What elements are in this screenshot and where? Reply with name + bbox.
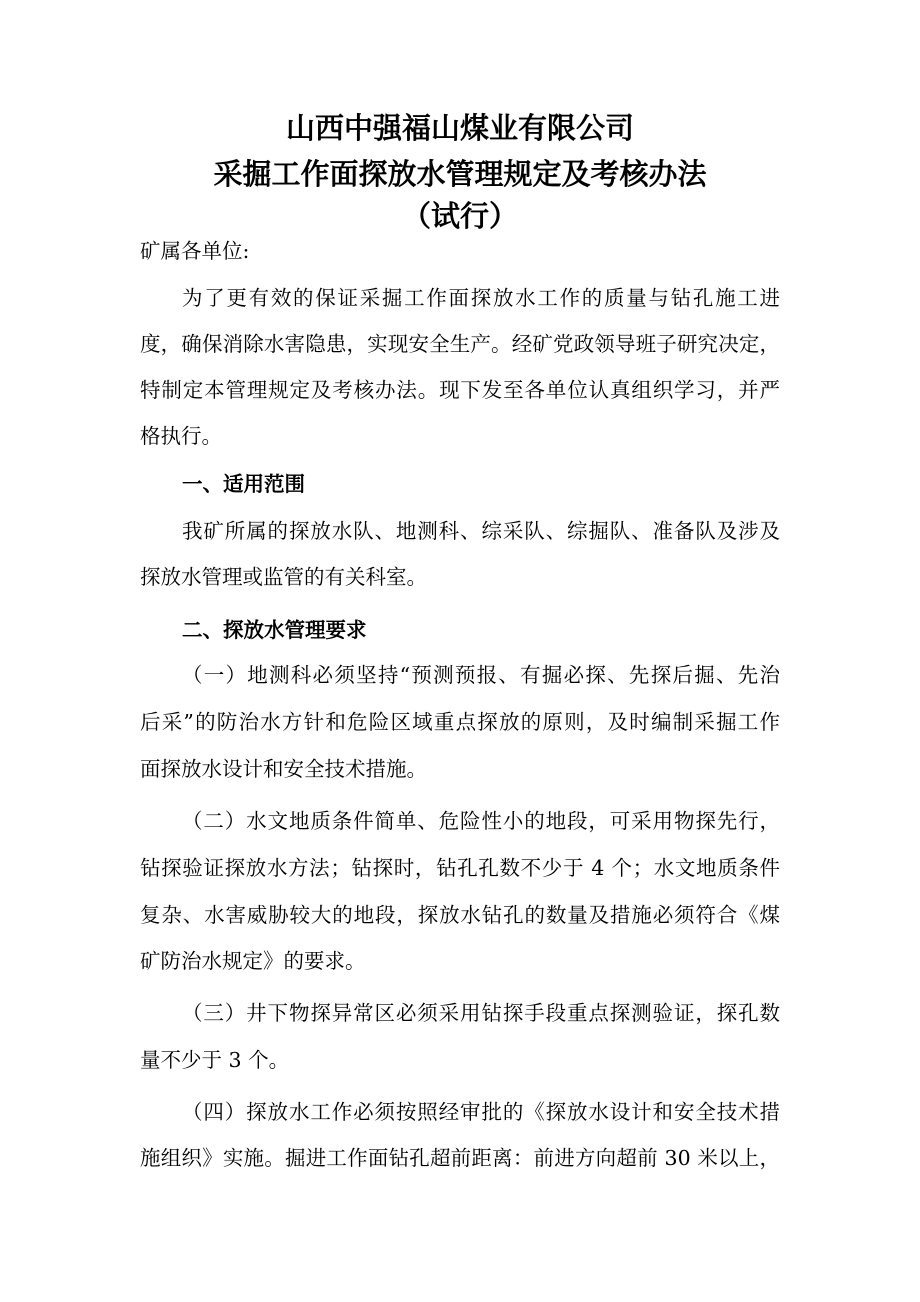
paragraph-line: 复杂、水害威胁较大的地段，探放水钻孔的数量及措施必须符合《煤	[140, 903, 780, 927]
trial-label: （试行）	[401, 199, 518, 233]
paragraph-line: （四）探放水工作必须按照经审批的《探放水设计和安全技术措	[182, 1100, 780, 1124]
company-name: 山西中强福山煤业有限公司	[285, 111, 634, 145]
intro-line: 格执行。	[140, 424, 222, 448]
document-title: 采掘工作面探放水管理规定及考核办法	[213, 157, 707, 191]
paragraph-line: （三）井下物探异常区必须采用钻探手段重点探测验证，探孔数	[182, 1001, 780, 1025]
paragraph-line: （一）地测科必须坚持“预测预报、有掘必探、先探后掘、先治	[182, 663, 780, 687]
paragraph-line: 量不少于 3 个。	[140, 1048, 290, 1072]
paragraph-line: 探放水管理或监管的有关科室。	[140, 565, 427, 589]
section-heading-requirements: 二、探放水管理要求	[182, 618, 367, 642]
paragraph-line: 矿防治水规定》的要求。	[140, 949, 366, 973]
paragraph-line: 施组织》实施。掘进工作面钻孔超前距离：前进方向超前 30 米以上，	[140, 1146, 780, 1170]
paragraph-line: 我矿所属的探放水队、地测科、综采队、综掘队、准备队及涉及	[182, 519, 780, 543]
paragraph-line: 钻探验证探放水方法；钻探时，钻孔孔数不少于 4 个；水文地质条件	[140, 856, 780, 880]
intro-line: 特制定本管理规定及考核办法。现下发至各单位认真组织学习，并严	[140, 378, 780, 402]
intro-line: 为了更有效的保证采掘工作面探放水工作的质量与钻孔施工进	[182, 286, 780, 310]
section-heading-scope: 一、适用范围	[182, 472, 305, 496]
salutation: 矿属各单位:	[140, 239, 250, 263]
paragraph-line: 后采”的防治水方针和危险区域重点探放的原则，及时编制采掘工作	[140, 710, 780, 734]
paragraph-line: 面探放水设计和安全技术措施。	[140, 757, 427, 781]
paragraph-line: （二）水文地质条件简单、危险性小的地段，可采用物探先行，	[182, 809, 780, 833]
intro-line: 度，确保消除水害隐患，实现安全生产。经矿党政领导班子研究决定，	[140, 332, 780, 356]
